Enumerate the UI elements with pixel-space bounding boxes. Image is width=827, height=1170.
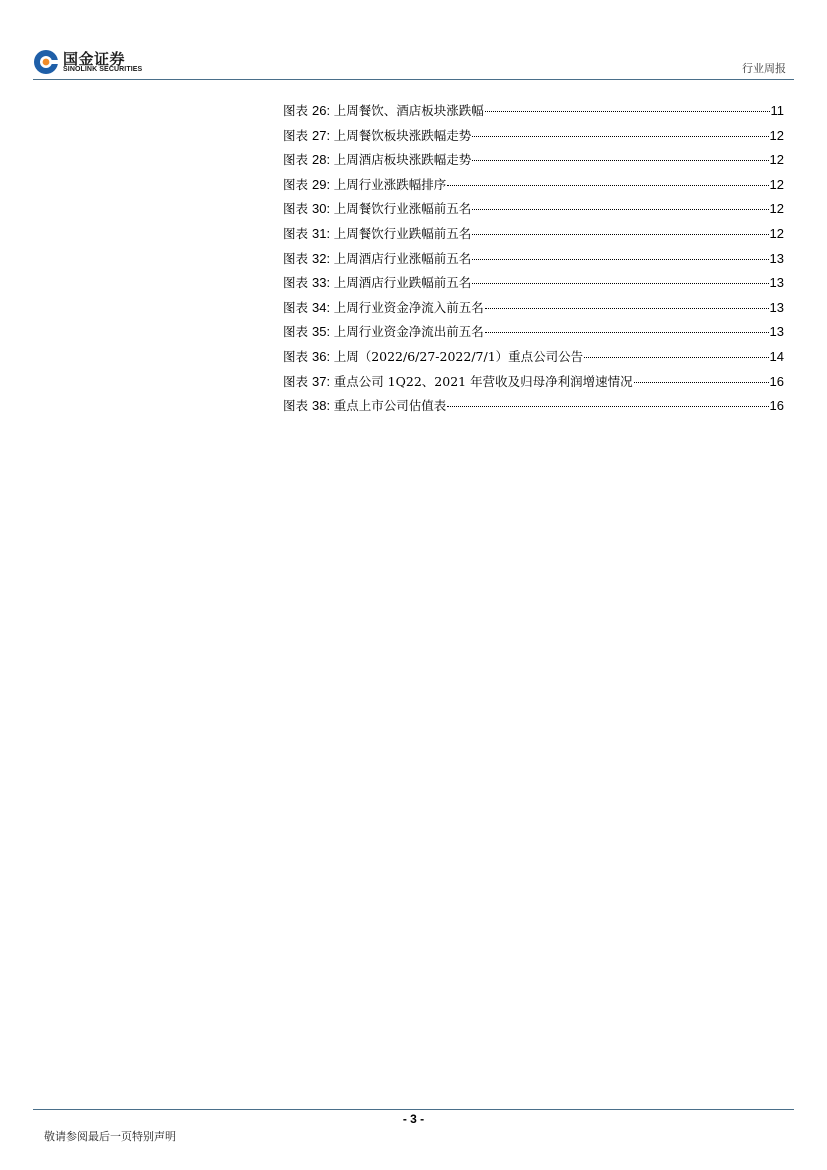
toc-entry-title: 上周酒店行业跌幅前五名 bbox=[333, 275, 472, 291]
toc-entry[interactable] bbox=[283, 150, 784, 175]
logo-english-text: SINOLINK SECURITIES bbox=[63, 66, 143, 73]
toc-leader-dots bbox=[485, 308, 769, 309]
toc-entry-label: 图表 28: 上周酒店板块涨跌幅走势 bbox=[283, 152, 472, 168]
page-header bbox=[0, 0, 827, 80]
toc-entry-title: 上周餐饮行业涨幅前五名 bbox=[333, 201, 472, 217]
toc-entry[interactable] bbox=[283, 372, 784, 397]
toc-entry-prefix: 图表 bbox=[283, 103, 309, 118]
toc-entry-prefix: 图表 bbox=[283, 299, 309, 315]
toc-entry-title: 上周餐饮行业跌幅前五名 bbox=[333, 225, 472, 241]
toc-entry-number: 35 bbox=[312, 324, 327, 340]
toc-leader-dots bbox=[472, 234, 768, 235]
toc-leader-dots bbox=[472, 209, 768, 210]
toc-entry-page: 13 bbox=[769, 250, 784, 266]
toc-entry-label: 图表 31: 上周餐饮行业跌幅前五名 bbox=[283, 225, 472, 241]
toc-entry-prefix: 图表 bbox=[283, 225, 309, 241]
figure-index-list bbox=[283, 101, 784, 421]
toc-leader-dots bbox=[472, 160, 768, 161]
toc-entry-page: 12 bbox=[769, 176, 784, 192]
toc-entry-title: 上周行业资金净流出前五名 bbox=[333, 324, 484, 340]
toc-entry-page: 12 bbox=[769, 201, 784, 217]
toc-entry-title: 上周行业涨跌幅排序 bbox=[333, 176, 447, 192]
toc-entry[interactable] bbox=[283, 175, 784, 200]
header-divider bbox=[33, 79, 794, 80]
toc-entry-prefix: 图表 bbox=[283, 250, 309, 266]
report-type-label: 行业周报 bbox=[742, 62, 786, 75]
toc-entry-label: 图表 36: 上周（2022/6/27-2022/7/1）重点公司公告 bbox=[283, 348, 584, 364]
toc-entry-page: 16 bbox=[769, 373, 784, 389]
toc-leader-dots bbox=[485, 332, 769, 333]
toc-entry-page: 11 bbox=[770, 103, 784, 118]
toc-leader-dots bbox=[634, 382, 769, 383]
footer-divider bbox=[33, 1109, 794, 1110]
toc-entry-number: 37 bbox=[312, 373, 327, 389]
toc-entry-number: 33 bbox=[312, 275, 327, 291]
toc-entry-page: 13 bbox=[769, 324, 784, 340]
company-logo bbox=[33, 47, 153, 77]
toc-entry-label: 图表 29: 上周行业涨跌幅排序 bbox=[283, 176, 447, 192]
toc-entry-prefix: 图表 bbox=[283, 324, 309, 340]
toc-entry-page: 14 bbox=[769, 348, 784, 364]
toc-leader-dots bbox=[472, 259, 768, 260]
toc-entry[interactable] bbox=[283, 347, 784, 372]
toc-entry-title: 重点公司 1Q22、2021 年营收及归母净利润增速情况 bbox=[333, 373, 633, 389]
toc-entry-prefix: 图表 bbox=[283, 348, 309, 364]
toc-entry-page: 13 bbox=[769, 275, 784, 291]
toc-entry-number: 34 bbox=[312, 299, 327, 315]
toc-entry-page: 12 bbox=[769, 225, 784, 241]
toc-leader-dots bbox=[447, 406, 768, 407]
toc-entry-prefix: 图表 bbox=[283, 201, 309, 217]
toc-entry-number: 36 bbox=[312, 348, 327, 364]
toc-entry-number: 29 bbox=[312, 176, 327, 192]
toc-entry-page: 13 bbox=[769, 299, 784, 315]
toc-entry-title: 上周餐饮板块涨跌幅走势 bbox=[333, 127, 472, 143]
toc-entry-page: 16 bbox=[769, 398, 784, 414]
toc-entry[interactable] bbox=[283, 199, 784, 224]
toc-entry-number: 26 bbox=[312, 103, 327, 118]
toc-entry-prefix: 图表 bbox=[283, 398, 309, 414]
toc-entry[interactable] bbox=[283, 298, 784, 323]
toc-entry-title: 上周餐饮、酒店板块涨跌幅 bbox=[333, 103, 484, 118]
toc-entry[interactable] bbox=[283, 273, 784, 298]
toc-entry-prefix: 图表 bbox=[283, 275, 309, 291]
toc-entry-prefix: 图表 bbox=[283, 152, 309, 168]
toc-entry-title: 上周酒店行业涨幅前五名 bbox=[333, 250, 472, 266]
toc-entry-label: 图表 37: 重点公司 1Q22、2021 年营收及归母净利润增速情况 bbox=[283, 373, 633, 389]
toc-entry-label: 图表 35: 上周行业资金净流出前五名 bbox=[283, 324, 484, 340]
page-number: - 3 - bbox=[402, 1112, 425, 1126]
toc-entry-number: 31 bbox=[312, 225, 327, 241]
toc-entry-label: 图表 38: 重点上市公司估值表 bbox=[283, 398, 447, 414]
toc-entry-title: 重点上市公司估值表 bbox=[333, 398, 447, 414]
toc-entry-label: 图表 26: 上周餐饮、酒店板块涨跌幅 bbox=[283, 103, 484, 118]
toc-entry[interactable] bbox=[283, 396, 784, 421]
toc-entry-number: 30 bbox=[312, 201, 327, 217]
toc-leader-dots bbox=[584, 357, 768, 358]
toc-entry-label: 图表 34: 上周行业资金净流入前五名 bbox=[283, 299, 484, 315]
toc-entry-number: 38 bbox=[312, 398, 327, 414]
toc-entry[interactable] bbox=[283, 224, 784, 249]
toc-entry-title: 上周行业资金净流入前五名 bbox=[333, 299, 484, 315]
sinolink-logo-icon bbox=[33, 49, 59, 75]
toc-entry-page: 12 bbox=[769, 152, 784, 168]
toc-entry-label: 图表 33: 上周酒店行业跌幅前五名 bbox=[283, 275, 472, 291]
footer-disclaimer: 敬请参阅最后一页特别声明 bbox=[44, 1130, 176, 1143]
toc-leader-dots bbox=[485, 111, 770, 112]
toc-entry-prefix: 图表 bbox=[283, 127, 309, 143]
toc-leader-dots bbox=[472, 283, 768, 284]
toc-entry-page: 12 bbox=[769, 127, 784, 143]
toc-entry[interactable] bbox=[283, 322, 784, 347]
toc-entry-number: 28 bbox=[312, 152, 327, 168]
toc-entry[interactable] bbox=[283, 126, 784, 151]
toc-entry-prefix: 图表 bbox=[283, 373, 309, 389]
toc-entry[interactable] bbox=[283, 249, 784, 274]
toc-entry-label: 图表 27: 上周餐饮板块涨跌幅走势 bbox=[283, 127, 472, 143]
toc-leader-dots bbox=[447, 185, 768, 186]
toc-entry-prefix: 图表 bbox=[283, 176, 309, 192]
toc-entry-number: 32 bbox=[312, 250, 327, 266]
logo-chinese-text: 国金证券 bbox=[63, 50, 126, 68]
toc-entry-number: 27 bbox=[312, 127, 327, 143]
toc-entry[interactable] bbox=[283, 101, 784, 126]
toc-entry-title: 上周（2022/6/27-2022/7/1）重点公司公告 bbox=[333, 348, 584, 364]
toc-entry-title: 上周酒店板块涨跌幅走势 bbox=[333, 152, 472, 168]
toc-entry-label: 图表 30: 上周餐饮行业涨幅前五名 bbox=[283, 201, 472, 217]
toc-entry-label: 图表 32: 上周酒店行业涨幅前五名 bbox=[283, 250, 472, 266]
toc-leader-dots bbox=[472, 136, 768, 137]
